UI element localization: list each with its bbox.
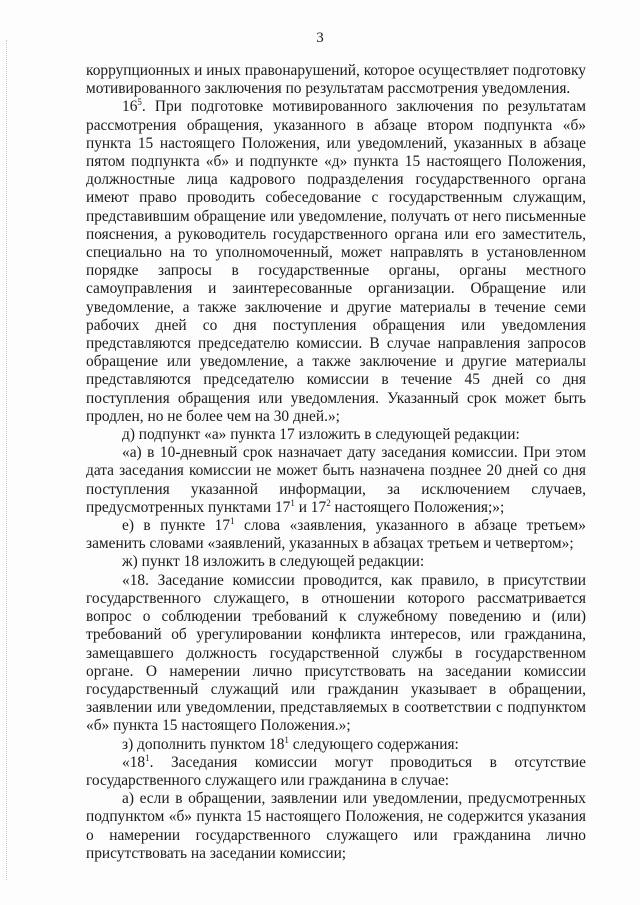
paragraph-continuation: коррупционных и иных правонарушений, которое осуществляет подготовку мотивированного заключения по результатам рассмотрения уведомления.: [86, 62, 586, 98]
paragraph-a-quote: «а) в 10-дневный срок назначает дату заседания комиссии. При этом дата заседания комиссии не может быть назначена позднее 20 дней со дня поступления указанной информации, за исключением случаев, предусмотренных пунктами $17^1$ и $17^2$ настоящего Положения;»;: [86, 444, 586, 516]
paragraph-e: е) в пункте $17^1$ слова «заявления, указанного в абзаце третьем» заменить словами «заявлений, указанных в абзацах третьем и четвертом»;: [86, 515, 586, 553]
document-body: [86, 62, 586, 863]
paragraph-a-absence: а) если в обращении, заявлении или уведомлении, предусмотренных подпунктом «б» пункта 15 настоящего Положения, не содержится указания о намерении государственного служащего или гражданина лично присутствовать на заседании комиссии;: [86, 790, 586, 862]
paragraph-d: д) подпункт «а» пункта 17 изложить в следующей редакции:: [122, 426, 520, 444]
page-number: 3: [316, 30, 324, 46]
paragraph-18-1-quote: «$18^1$. Заседания комиссии могут проводиться в отсутствие государственного служащего или гражданина в случае:: [86, 752, 586, 789]
paragraph-18-quote: «18. Заседание комиссии проводится, как правило, в присутствии государственного служащего, в отношении которого рассматривается вопрос о соблюдении требований к служебному поведению и (или) требований об урегулировании конфликта интересов, или гражданина, замещавшего должность государственной службы в государственном органе. О намерении лично присутствовать на заседании комиссии государственный служащий или гражданин указывает в обращении, заявлении или уведомлении, представляемых в соответствии с подпунктом «б» пункта 15 настоящего Положения.»;: [86, 571, 586, 735]
paragraph-zh: ж) пункт 18 изложить в следующей редакции:: [122, 553, 425, 571]
paragraph-z: з) дополнить пунктом $18^1$ следующего содержания:: [122, 734, 459, 753]
paragraph-16-5: $16^5$. При подготовке мотивированного заключения по результатам рассмотрения обращения, указанного в абзаце втором подпункта «б» пункта 15 настоящего Положения, или уведомлений, указанных в абзаце пятом подпункта «б» и подпункте «д» пункта 15 настоящего Положения, должностные лица кадрового подразделения государственного органа имеют право проводить собеседование с государственным служащим, представившим обращение или уведомление, получать от него письменные пояснения, а руководитель государственного органа или его заместитель, специально на то уполномоченный, может направлять в установленном порядке запросы в государственные органы, органы местного самоуправления и заинтересованные организации. Обращение или уведомление, а также заключение и другие материалы в течение семи рабочих дней со дня поступления обращения или уведомления представляются председателю комиссии. В случае направления запросов обращение или уведомление, а также заключение и другие материалы представляются председателю комиссии в течение 45 дней со дня поступления обращения или уведомления. Указанный срок может быть продлен, но не более чем на 30 дней.»;: [86, 97, 586, 425]
scan-margin-marks: [6, 40, 9, 880]
